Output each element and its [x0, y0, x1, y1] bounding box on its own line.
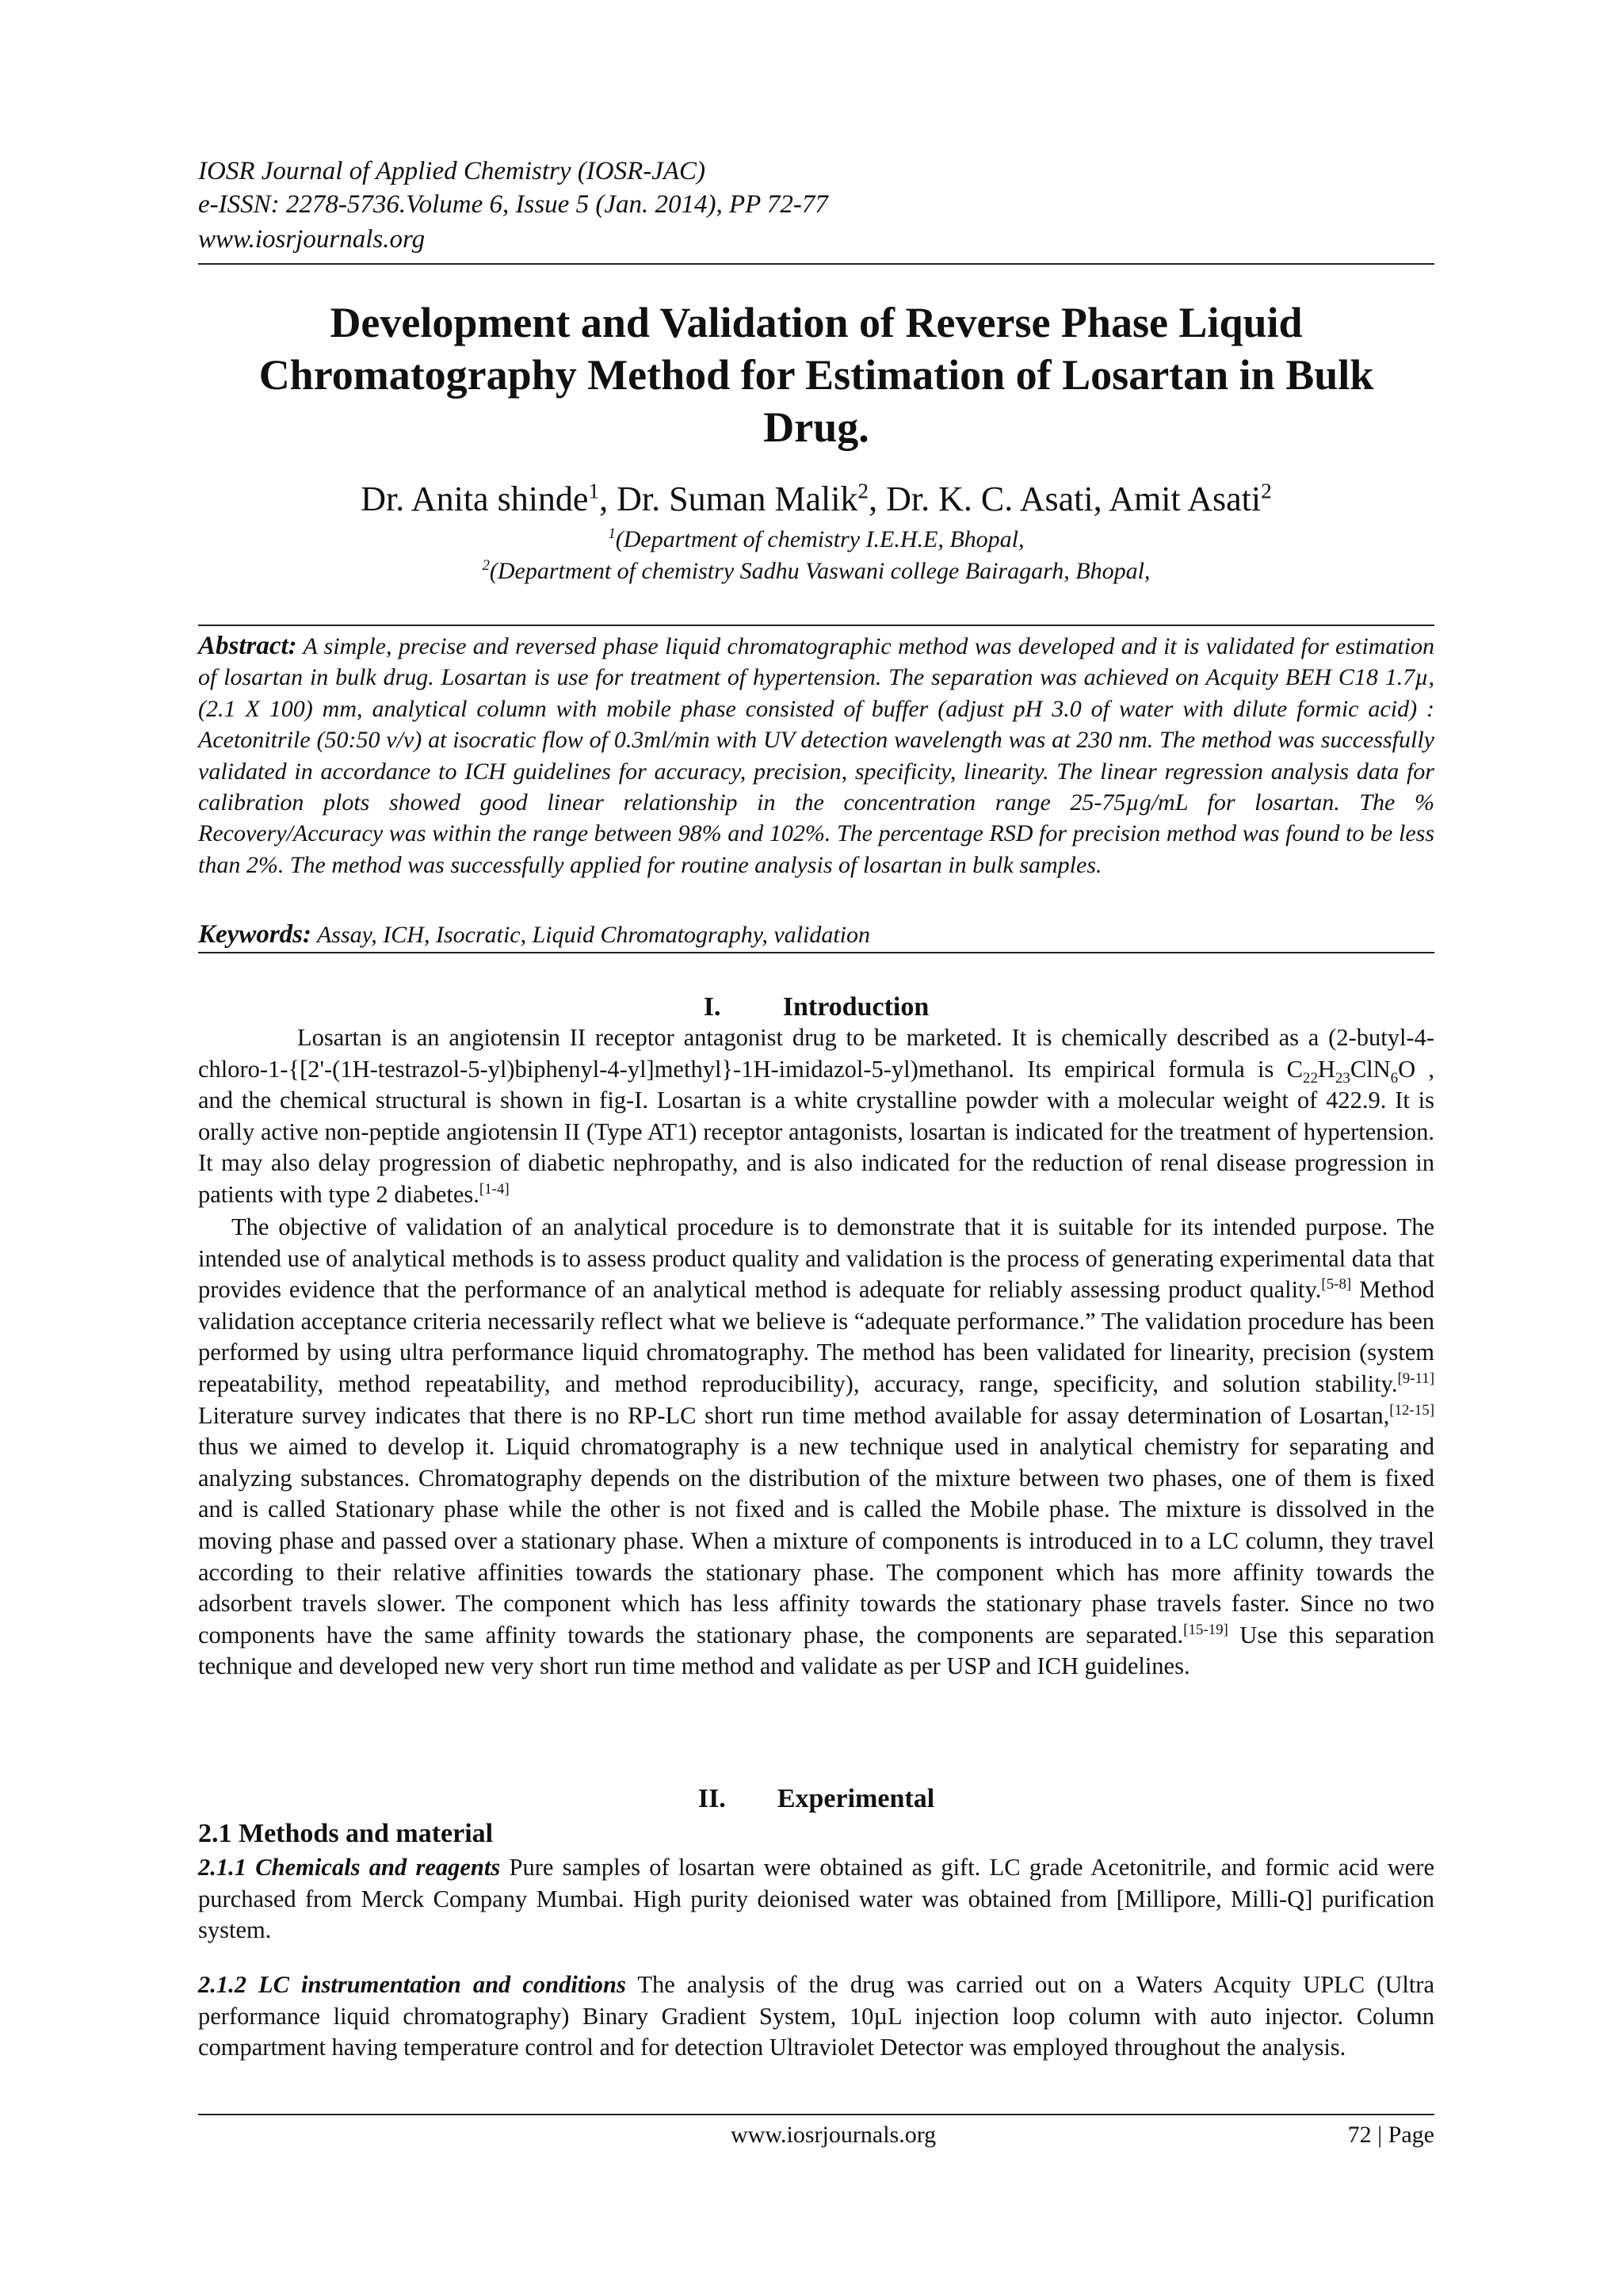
abstract-bottom-rule: [198, 952, 1434, 953]
abstract-text: A simple, precise and reversed phase liquid chromatographic method was developed and it is validated for estimation of losartan in bulk drug. Losartan is use for treatment of hypertension. The separation was achieved on Acquity BEH C18 1.7µ, (2.1 X 100) mm, analytical column with mobile phase consisted of buffer (adjust pH 3.0 of water with dilute formic acid) : Acetonitrile (50:50 v/v) at isocratic flow of 0.3ml/min with UV detection wavelength was at 230 nm. The method was successfully validated in accordance to ICH guidelines for accuracy, precision, specificity, linearity. The linear regression analysis data for calibration plots showed good linear relationship in the concentration range 25-75µg/mL for losartan. The % Recovery/Accuracy was within the range between 98% and 102%. The percentage RSD for precision method was found to be less than 2%. The method was successfully applied for routine analysis of losartan in bulk samples.: [198, 633, 1434, 878]
intro-p2-part: Use this separation technique and developed new very short run time method and validate as per USP and ICH guidelines.: [198, 1621, 1434, 1680]
keywords: [198, 919, 1434, 951]
subsection-heading: 2.1 Methods and material: [198, 1819, 494, 1848]
intro-p1-part: H: [1317, 1055, 1335, 1083]
affiliation-2-mark: 2: [482, 557, 490, 574]
authors-3-4-affiliation-mark: 2: [1261, 479, 1272, 503]
authors-3-4: , Dr. K. C. Asati, Amit Asati: [869, 479, 1262, 518]
author-1: Dr. Anita shinde: [361, 479, 589, 518]
formula-subscript: 22: [1302, 1069, 1318, 1087]
section-number: I.: [703, 992, 721, 1022]
intro-paragraph-2: [198, 1212, 1434, 1683]
page-number: 72 | Page: [1347, 2122, 1434, 2148]
affiliation-1-mark: 1: [608, 525, 616, 542]
abstract: [198, 631, 1434, 881]
abstract-top-rule: [198, 625, 1434, 626]
affiliation-1: [198, 524, 1434, 556]
affiliation-2-text: (Department of chemistry Sadhu Vaswani college Bairagarh, Bhopal,: [489, 558, 1151, 584]
citation: [1-4]: [479, 1180, 510, 1198]
journal-name: IOSR Journal of Applied Chemistry (IOSR-JAC): [198, 157, 706, 185]
instrumentation-label: 2.1.2 LC instrumentation and conditions: [198, 1971, 626, 1998]
affiliation-1-text: (Department of chemistry I.E.H.E, Bhopal,: [615, 526, 1025, 552]
section-heading-introduction: [198, 991, 1434, 1024]
section-number: II.: [697, 1784, 726, 1813]
journal-website: www.iosrjournals.org: [198, 225, 426, 254]
chemicals-label: 2.1.1 Chemicals and reagents: [198, 1854, 501, 1881]
section-title: Experimental: [777, 1784, 935, 1813]
chemicals-paragraph: [198, 1852, 1434, 1946]
instrumentation-paragraph: [198, 1969, 1434, 2064]
intro-p1-part: ClN: [1350, 1055, 1391, 1083]
intro-p2-part: Literature survey indicates that there is no RP-LC short run time method available for assay determination of Losartan,: [198, 1401, 1390, 1429]
section-title: Introduction: [782, 992, 930, 1022]
citation: [9-11]: [1397, 1370, 1434, 1387]
header-divider: [198, 263, 1434, 265]
author-2: , Dr. Suman Malik: [599, 479, 858, 518]
intro-p2-part: The objective of validation of an analytical procedure is to demonstrate that it is suitable for its intended purpose. The intended use of analytical methods is to assess product quality and validation is the process of generating experimental data that provides evidence that the performance of an analytical method is adequate for reliably assessing product quality.: [198, 1213, 1434, 1304]
paper-title: Development and Validation of Reverse Phase Liquid Chromatography Method for Estimation of Losartan in Bulk Drug.: [258, 299, 1374, 451]
intro-p2-part: Method validation acceptance criteria necessarily reflect what we believe is “adequate performance.” The validation procedure has been performed by using ultra performance liquid chromatography. The method has been validated for linearity, precision (system repeatability, method repeatability, and method reproducibility), accuracy, range, specificity, and solution stability.: [198, 1276, 1434, 1397]
citation: [15-19]: [1183, 1621, 1228, 1638]
chemicals-text: Pure samples of losartan were obtained as gift. LC grade Acetonitrile, and formic acid were purchased from Merck Company Mumbai. High purity deionised water was obtained from [Millipore, Milli-Q] purification system.: [198, 1854, 1435, 1944]
intro-paragraph-1: [198, 1022, 1434, 1211]
author-2-affiliation-mark: 2: [857, 479, 869, 503]
issn-line: e-ISSN: 2278-5736.Volume 6, Issue 5 (Jan. 2014), PP 72-77: [198, 190, 828, 219]
instrumentation-text: The analysis of the drug was carried out on a Waters Acquity UPLC (Ultra performance liquid chromatography) Binary Gradient System, 10µL injection loop column with auto injector. Column compartment having temperature control and for detection Ultraviolet Detector was employed throughout the analysis.: [198, 1971, 1434, 2061]
formula-subscript: 6: [1390, 1069, 1399, 1087]
formula-subscript: 23: [1335, 1069, 1350, 1087]
affiliation-2: [198, 556, 1434, 587]
section-heading-experimental: [198, 1782, 1434, 1816]
author-1-affiliation-mark: 1: [588, 479, 600, 503]
keywords-text: Assay, ICH, Isocratic, Liquid Chromatography, validation: [311, 922, 871, 948]
abstract-label: Abstract:: [198, 632, 297, 660]
footer-divider: [198, 2114, 1434, 2115]
keywords-label: Keywords:: [198, 920, 311, 949]
intro-p1-part: Losartan is an angiotensin II receptor antagonist drug to be marketed. It is chemically described as a (2-butyl-4-chloro-1-{[2'-(1H-testrazol-5-yl)biphenyl-4-yl]methyl}-1H-imidazol-5-yl)methanol. Its empirical formula is C: [198, 1024, 1434, 1083]
intro-p2-part: thus we aimed to develop it. Liquid chromatography is a new technique used in analytical chemistry for separating and analyzing substances. Chromatography depends on the distribution of the mixture between two phases, one of them is fixed and is called Stationary phase while the other is not fixed and is called the Mobile phase. The mixture is dissolved in the moving phase and passed over a stationary phase. When a mixture of components is introduced in to a LC column, they travel according to their relative affinities towards the stationary phase. The component which has more affinity towards the adsorbent travels slower. The component which has less affinity towards the stationary phase travels faster. Since no two components have the same affinity towards the stationary phase, the components are separated.: [198, 1433, 1434, 1648]
citation: [12-15]: [1389, 1401, 1434, 1419]
author-line: [198, 478, 1434, 521]
intro-p1-part: O , and the chemical structural is shown in fig-I. Losartan is a white crystalline powder with a molecular weight of 422.9. It is orally active non-peptide angiotensin II (Type AT1) receptor antagonists, losartan is indicated for the treatment of hypertension. It may also delay progression of diabetic nephropathy, and is also indicated for the reduction of renal disease progression in patients with type 2 diabetes.: [198, 1055, 1435, 1208]
citation: [5-8]: [1321, 1276, 1352, 1293]
footer-website: www.iosrjournals.org: [731, 2122, 937, 2148]
